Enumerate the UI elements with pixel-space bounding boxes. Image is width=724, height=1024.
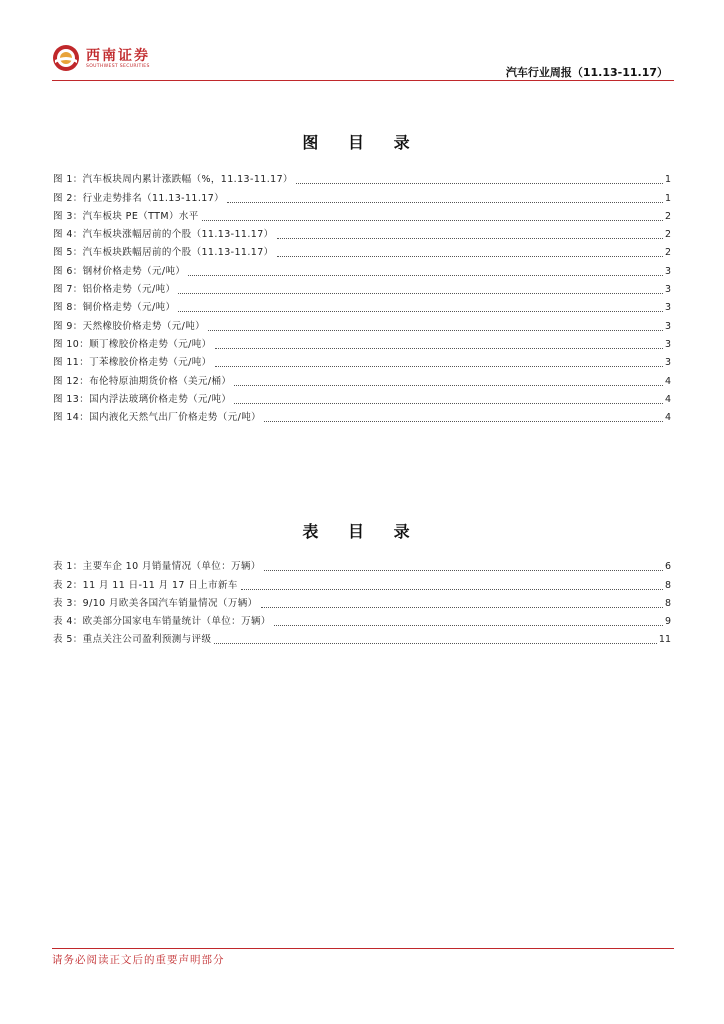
logo-english-name: SOUTHWEST SECURITIES bbox=[86, 64, 150, 69]
figure-toc-entry[interactable] bbox=[53, 186, 671, 204]
figure-toc-label[interactable]: 图 7：铝价格走势（元/吨） bbox=[53, 284, 176, 296]
table-toc-entry[interactable] bbox=[53, 573, 671, 591]
figure-toc-label[interactable]: 图 3：汽车板块 PE（TTM）水平 bbox=[53, 210, 199, 222]
page-header bbox=[52, 40, 674, 82]
toc-leader-dots bbox=[274, 624, 663, 626]
table-toc-label[interactable]: 表 2：11 月 11 日-11 月 17 日上市新车 bbox=[53, 579, 238, 591]
figure-toc-entry[interactable] bbox=[53, 278, 671, 296]
figure-toc-page-number[interactable]: 2 bbox=[664, 229, 671, 241]
table-toc-page-number[interactable]: 8 bbox=[664, 597, 671, 609]
toc-leader-dots bbox=[202, 219, 663, 221]
toc-leader-dots bbox=[234, 384, 663, 386]
figure-toc-label[interactable]: 图 8：铜价格走势（元/吨） bbox=[53, 302, 176, 314]
figure-toc-entry[interactable] bbox=[53, 241, 671, 259]
figure-toc-label[interactable]: 图 9：天然橡胶价格走势（元/吨） bbox=[53, 320, 206, 332]
figure-toc-entry[interactable] bbox=[53, 168, 671, 186]
toc-leader-dots bbox=[215, 347, 663, 349]
logo-chinese-name: 西南证券 bbox=[86, 48, 150, 64]
figures-toc-title: 图 目 录 bbox=[302, 133, 422, 152]
figure-toc-page-number[interactable]: 2 bbox=[664, 210, 671, 222]
figure-toc-entry[interactable] bbox=[53, 259, 671, 277]
table-toc-page-number[interactable]: 8 bbox=[664, 579, 671, 591]
figure-toc-entry[interactable] bbox=[53, 296, 671, 314]
figure-toc-label[interactable]: 图 5：汽车板块跌幅居前的个股（11.13-11.17） bbox=[53, 247, 274, 259]
figure-toc-page-number[interactable]: 3 bbox=[664, 284, 671, 296]
toc-leader-dots bbox=[277, 255, 663, 257]
toc-leader-dots bbox=[178, 310, 663, 312]
table-toc-entry[interactable] bbox=[53, 555, 671, 573]
table-toc-label[interactable]: 表 3：9/10 月欧美各国汽车销量情况（万辆） bbox=[53, 597, 258, 609]
toc-leader-dots bbox=[264, 420, 663, 422]
table-toc-page-number[interactable]: 9 bbox=[664, 616, 671, 628]
figure-toc-entry[interactable] bbox=[53, 333, 671, 351]
figures-toc-list bbox=[53, 168, 671, 424]
tables-toc-title: 表 目 录 bbox=[302, 522, 422, 541]
figure-toc-label[interactable]: 图 1：汽车板块周内累计涨跌幅（%，11.13-11.17） bbox=[53, 174, 293, 186]
toc-leader-dots bbox=[188, 274, 663, 276]
figure-toc-page-number[interactable]: 3 bbox=[664, 302, 671, 314]
toc-leader-dots bbox=[241, 588, 663, 590]
figure-toc-page-number[interactable]: 3 bbox=[664, 265, 671, 277]
figure-toc-label[interactable]: 图 14：国内液化天然气出厂价格走势（元/吨） bbox=[53, 412, 262, 424]
figure-toc-page-number[interactable]: 1 bbox=[664, 174, 671, 186]
company-logo bbox=[52, 44, 182, 76]
table-toc-label[interactable]: 表 1：主要车企 10 月销量情况（单位：万辆） bbox=[53, 561, 261, 573]
table-toc-entry[interactable] bbox=[53, 628, 671, 646]
figure-toc-page-number[interactable]: 4 bbox=[664, 375, 671, 387]
table-toc-entry[interactable] bbox=[53, 610, 671, 628]
figure-toc-label[interactable]: 图 2：行业走势排名（11.13-11.17） bbox=[53, 192, 225, 204]
toc-leader-dots bbox=[261, 606, 663, 608]
figure-toc-page-number[interactable]: 3 bbox=[664, 338, 671, 350]
figure-toc-page-number[interactable]: 3 bbox=[664, 320, 671, 332]
toc-leader-dots bbox=[227, 201, 663, 203]
toc-leader-dots bbox=[178, 292, 663, 294]
toc-leader-dots bbox=[264, 569, 663, 571]
table-toc-label[interactable]: 表 4：欧美部分国家电车销量统计（单位：万辆） bbox=[53, 616, 271, 628]
figure-toc-entry[interactable] bbox=[53, 223, 671, 241]
toc-leader-dots bbox=[234, 402, 663, 404]
table-toc-entry[interactable] bbox=[53, 592, 671, 610]
figure-toc-entry[interactable] bbox=[53, 314, 671, 332]
figure-toc-entry[interactable] bbox=[53, 205, 671, 223]
table-toc-page-number[interactable]: 11 bbox=[658, 634, 671, 646]
header-divider bbox=[52, 80, 674, 81]
toc-leader-dots bbox=[214, 642, 657, 644]
figure-toc-page-number[interactable]: 4 bbox=[664, 412, 671, 424]
toc-leader-dots bbox=[208, 329, 663, 331]
figure-toc-entry[interactable] bbox=[53, 406, 671, 424]
figure-toc-page-number[interactable]: 4 bbox=[664, 393, 671, 405]
figure-toc-page-number[interactable]: 1 bbox=[664, 192, 671, 204]
figure-toc-page-number[interactable]: 2 bbox=[664, 247, 671, 259]
figure-toc-entry[interactable] bbox=[53, 388, 671, 406]
footer-disclaimer: 请务必阅读正文后的重要声明部分 bbox=[52, 954, 225, 966]
toc-leader-dots bbox=[215, 365, 663, 367]
report-title: 汽车行业周报（11.13-11.17） bbox=[505, 66, 668, 79]
figure-toc-label[interactable]: 图 4：汽车板块涨幅居前的个股（11.13-11.17） bbox=[53, 229, 274, 241]
figure-toc-page-number[interactable]: 3 bbox=[664, 357, 671, 369]
figure-toc-label[interactable]: 图 12：布伦特原油期货价格（美元/桶） bbox=[53, 375, 232, 387]
figure-toc-label[interactable]: 图 6：钢材价格走势（元/吨） bbox=[53, 265, 186, 277]
toc-leader-dots bbox=[277, 237, 663, 239]
figure-toc-label[interactable]: 图 10：顺丁橡胶价格走势（元/吨） bbox=[53, 338, 212, 350]
figure-toc-entry[interactable] bbox=[53, 351, 671, 369]
figure-toc-entry[interactable] bbox=[53, 369, 671, 387]
table-toc-page-number[interactable]: 6 bbox=[664, 561, 671, 573]
figure-toc-label[interactable]: 图 13：国内浮法玻璃价格走势（元/吨） bbox=[53, 393, 232, 405]
tables-toc-list bbox=[53, 555, 671, 646]
footer-divider bbox=[52, 948, 674, 949]
table-toc-label[interactable]: 表 5：重点关注公司盈利预测与评级 bbox=[53, 634, 212, 646]
toc-leader-dots bbox=[296, 182, 663, 184]
figure-toc-label[interactable]: 图 11：丁苯橡胶价格走势（元/吨） bbox=[53, 357, 212, 369]
southwest-securities-logo-icon bbox=[52, 44, 80, 72]
